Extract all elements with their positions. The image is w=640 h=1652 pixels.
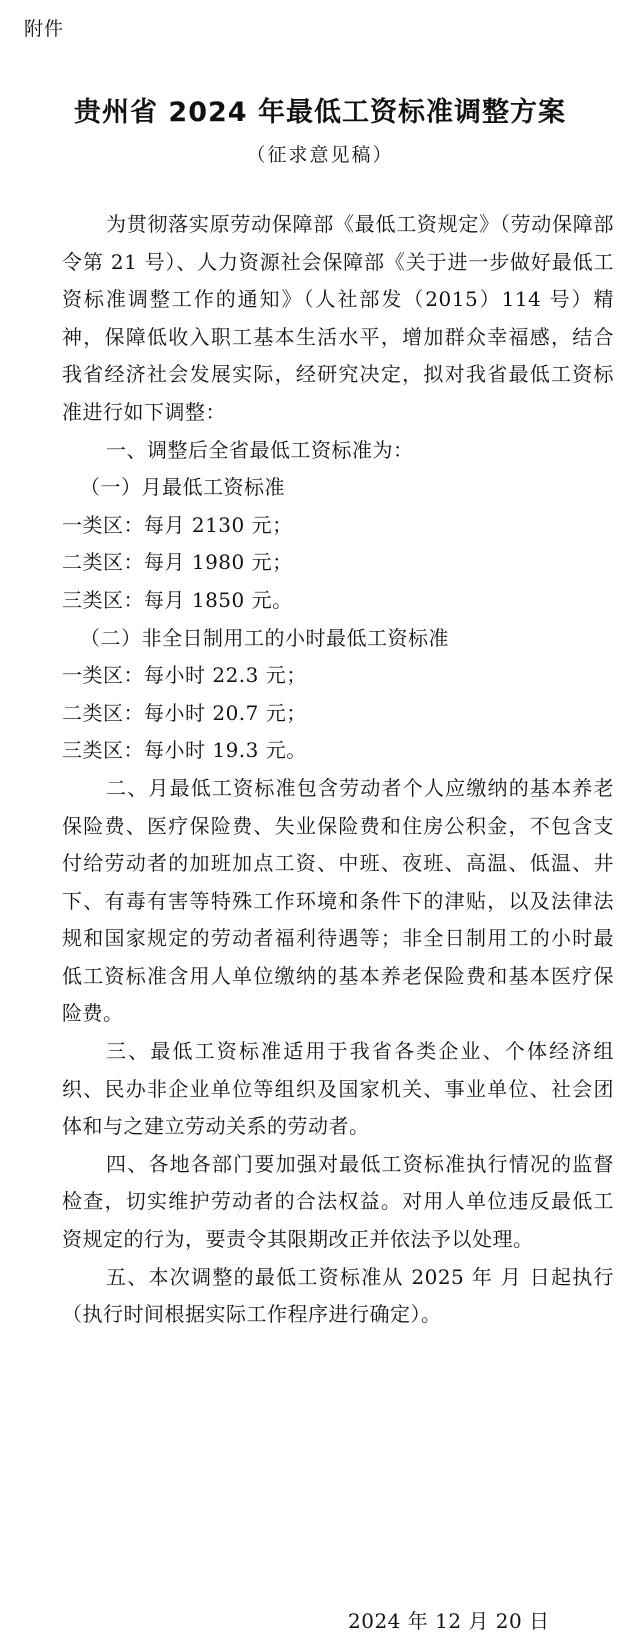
hourly-zone-1: 一类区：每小时 22.3 元； [62,663,307,688]
hourly-zone-3: 三类区：每小时 19.3 元。 [62,738,307,763]
monthly-standard-heading: （一）月最低工资标准 [80,475,285,500]
monthly-zone-3: 三类区：每月 1850 元。 [62,587,293,612]
monthly-zone-2: 二类区：每月 1980 元； [62,550,293,575]
section-3-paragraph: 三、最低工资标准适用于我省各类企业、个体经济组织、民办非企业单位等组织及国家机关、事业单位、社会团体和与之建立劳动关系的劳动者。 [62,1039,614,1139]
hourly-zone-2: 二类区：每小时 20.7 元； [62,700,307,725]
section-1-heading: 一、调整后全省最低工资标准为： [106,437,414,462]
document-date: 2024 年 12 月 20 日 [348,1609,550,1633]
section-4-paragraph: 四、各地各部门要加强对最低工资标准执行情况的监督检查，切实维护劳动者的合法权益。对用人单位违反最低工资规定的行为，要责令其限期改正并依法予以处理。 [62,1151,614,1252]
document-subtitle: （征求意见稿） [246,144,394,166]
section-5-paragraph: 五、本次调整的最低工资标准从 2025 年 月 日起执行（执行时间根据实际工作程序进行确定）。 [62,1264,614,1327]
section-2-paragraph: 二、月最低工资标准包含劳动者个人应缴纳的基本养老保险费、医疗保险费、失业保险费和住房公积金，不包含支付给劳动者的加班加点工资、中班、夜班、高温、低温、井下、有毒有害等特殊工作环境和条件下的津贴，以及法律法规和国家规定的劳动者福利待遇等；非全日制用工的小时最低工资标准含用人单位缴纳的基本养老保险费和基本医疗保险费。 [62,775,614,1026]
intro-paragraph: 为贯彻落实原劳动保障部《最低工资规定》（劳动保障部令第 21 号）、人力资源社会保障部《关于进一步做好最低工资标准调整工作的通知》（人社部发（2015）114 号）精神，保障低收入职工基本生活水平，增加群众幸福感，结合我省经济社会发展实际，经研究决定，拟对我省最低工资标准进行如下调整： [62,212,614,424]
attachment-label: 附件 [24,18,65,40]
document-title: 贵州省 2024 年最低工资标准调整方案 [74,97,566,128]
monthly-zone-1: 一类区：每月 2130 元； [62,512,293,537]
document-body [62,206,614,1334]
hourly-standard-heading: （二）非全日制用工的小时最低工资标准 [80,625,449,650]
